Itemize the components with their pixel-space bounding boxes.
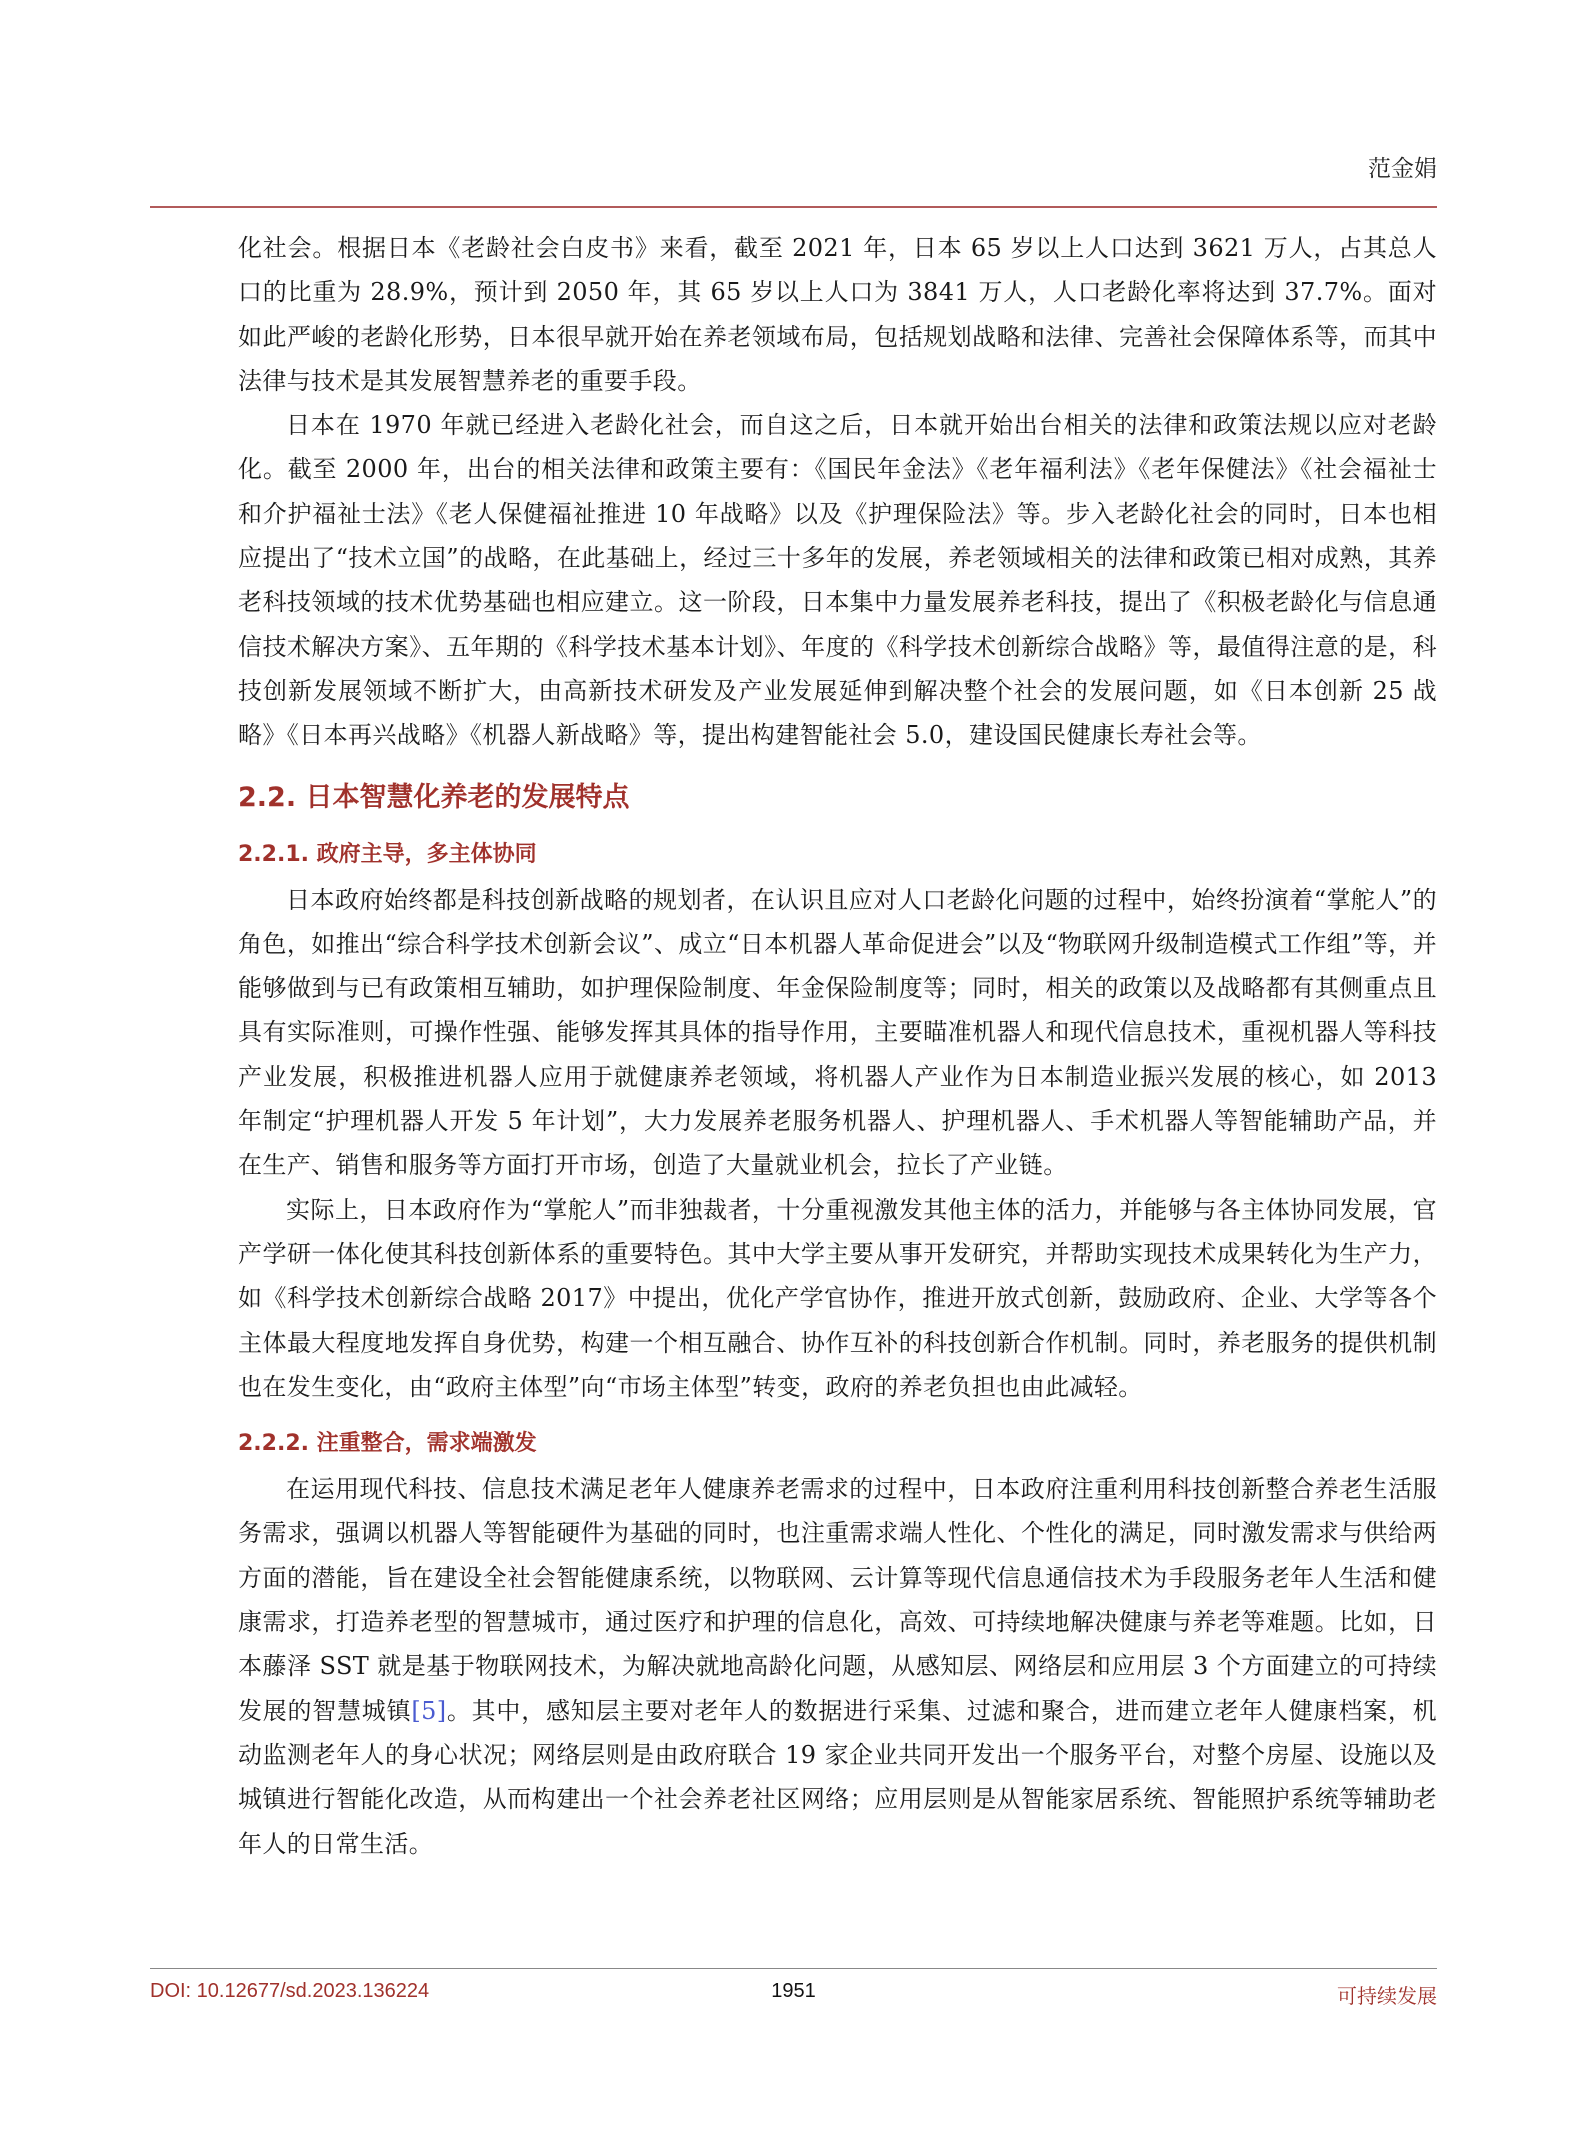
paragraph-government-role: 日本政府始终都是科技创新战略的规划者，在认识且应对人口老龄化问题的过程中，始终扮演着“掌舵人”的角色，如推出“综合科学技术创新会议”、成立“日本机器人革命促进会”以及“物联网升级制造模式工作组”等，并能够做到与已有政策相互辅助，如护理保险制度、年金保险制度等；同时，相关的政策以及战略都有其侧重点且具有实际准则，可操作性强、能够发挥其具体的指导作用，主要瞄准机器人和现代信息技术，重视机器人等科技产业发展，积极推进机器人应用于就健康养老领域，将机器人产业作为日本制造业振兴发展的核心，如 2013 年制定“护理机器人开发 5 年计划”，大力发展养老服务机器人、护理机器人、手术机器人等智能辅助产品，并在生产、销售和服务等方面打开市场，创造了大量就业机会，拉长了产业链。 [238,885,1437,1180]
paragraph-smart-city-part2: 。其中，感知层主要对老年人的数据进行采集、过滤和聚合，进而建立老年人健康档案，机动监测老年人的身心状况；网络层则是由政府联合 19 家企业共同开发出一个服务平台，对整个房屋、设施以及城镇进行智能化改造，从而构建出一个社会养老社区网络；应用层则是从智能家居系统、智能照护系统等辅助老年人的日常生活。 [238,1696,1437,1858]
citation-link[interactable]: [5] [411,1696,447,1725]
footer-page-number: 1951 [771,1980,816,2002]
header-divider [150,206,1437,208]
page-footer [150,1980,1437,2010]
paragraph-legal-history: 日本在 1970 年就已经进入老龄化社会，而自这之后，日本就开始出台相关的法律和政策法规以应对老龄化。截至 2000 年，出台的相关法律和政策主要有：《国民年金法》《老年福利法》《老年保健法》《社会福祉士和介护福祉士法》《老人保健福祉推进 10 年战略》以及《护理保险法》等。步入老龄化社会的同时，日本也相应提出了“技术立国”的战略，在此基础上，经过三十多年的发展，养老领域相关的法律和政策已相对成熟，其养老科技领域的技术优势基础也相应建立。这一阶段，日本集中力量发展养老科技，提出了《积极老龄化与信息通信技术解决方案》、五年期的《科学技术基本计划》、年度的《科学技术创新综合战略》等，最值得注意的是，科技创新发展领域不断扩大，由高新技术研发及产业发展延伸到解决整个社会的发展问题，如《日本创新 25 战略》《日本再兴战略》《机器人新战略》等，提出构建智能社会 5.0，建设国民健康长寿社会等。 [238,411,1437,750]
subsection-heading-government-led: 2.2.1. 政府主导，多主体协同 [238,841,537,867]
running-header-author: 范金娟 [1368,156,1437,182]
paragraph-multi-actor: 实际上，日本政府作为“掌舵人”而非独裁者，十分重视激发其他主体的活力，并能够与各主体协同发展，官产学研一体化使其科技创新体系的重要特色。其中大学主要从事开发研究，并帮助实现技术成果转化为生产力，如《科学技术创新综合战略 2017》中提出，优化产学官协作，推进开放式创新，鼓励政府、企业、大学等各个主体最大程度地发挥自身优势，构建一个相互融合、协作互补的科技创新合作机制。同时，养老服务的提供机制也在发生变化，由“政府主体型”向“市场主体型”转变，政府的养老负担也由此减轻。 [238,1195,1437,1401]
footer-doi-link[interactable]: DOI: 10.12677/sd.2023.136224 [150,1980,430,2002]
subsection-heading-integration: 2.2.2. 注重整合，需求端激发 [238,1431,537,1457]
paragraph-smart-city-part1: 在运用现代科技、信息技术满足老年人健康养老需求的过程中，日本政府注重利用科技创新整合养老生活服务需求，强调以机器人等智能硬件为基础的同时，也注重需求端人性化、个性化的满足，同时激发需求与供给两方面的潜能，旨在建设全社会智能健康系统，以物联网、云计算等现代信息通信技术为手段服务老年人生活和健康需求，打造养老型的智慧城市，通过医疗和护理的信息化，高效、可持续地解决健康与养老等难题。比如，日本藤泽 SST 就是基于物联网技术，为解决就地高龄化问题，从感知层、网络层和应用层 3 个方面建立的可持续发展的智慧城镇 [238,1475,1437,1725]
footer-journal-name: 可持续发展 [1337,1984,1437,2008]
footer-divider [150,1968,1437,1969]
paragraph-aging-statistics: 化社会。根据日本《老龄社会白皮书》来看，截至 2021 年，日本 65 岁以上人口达到 3621 万人，占其总人口的比重为 28.9%，预计到 2050 年，其 65 岁以上人口为 3841 万人，人口老龄化率将达到 37.7%。面对如此严峻的老龄化形势，日本很早就开始在养老领域布局，包括规划战略和法律、完善社会保障体系等，而其中法律与技术是其发展智慧养老的重要手段。 [238,234,1437,395]
section-heading-development-features: 2.2. 日本智慧化养老的发展特点 [238,781,630,813]
article-body [238,226,1437,1866]
paragraph-smart-city [238,1467,1437,1866]
